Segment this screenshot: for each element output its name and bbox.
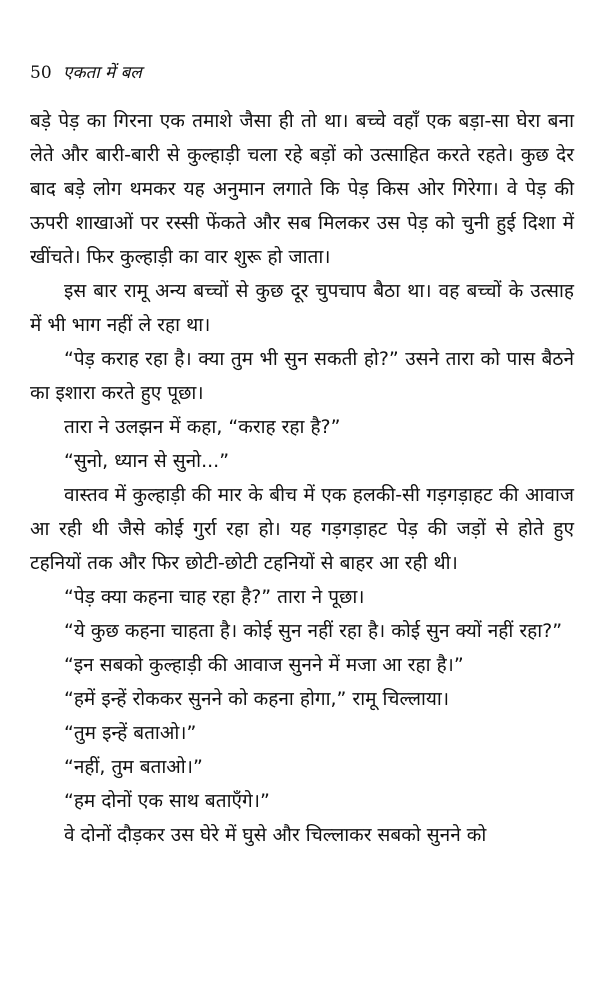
running-header bbox=[30, 62, 142, 84]
paragraph: इस बार रामू अन्य बच्चों से कुछ दूर चुपचाप बैठा था। वह बच्चों के उत्साह में भी भाग नहीं ले रहा था। bbox=[30, 280, 574, 336]
paragraph: बड़े पेड़ का गिरना एक तमाशे जैसा ही तो था। बच्चे वहाँ एक बड़ा-सा घेरा बना लेते और बारी-बारी से कुल्हाड़ी चला रहे बड़ों को उत्साहित करते रहते। कुछ देर बाद बड़े लोग थमकर यह अनुमान लगाते कि पेड़ किस ओर गिरेगा। वे पेड़ की ऊपरी शाखाओं पर रस्सी फेंकते और सब मिलकर उस पेड़ को चुनी हुई दिशा में खींचते। फिर कुल्हाड़ी का वार शुरू हो जाता। bbox=[30, 110, 574, 268]
body-text bbox=[30, 104, 574, 852]
paragraph: “पेड़ क्या कहना चाह रहा है?” तारा ने पूछा। bbox=[64, 586, 365, 608]
paragraph: “इन सबको कुल्हाड़ी की आवाज सुनने में मजा आ रहा है।” bbox=[64, 654, 464, 676]
paragraph: “नहीं, तुम बताओ।” bbox=[64, 756, 203, 778]
paragraph: “ये कुछ कहना चाहता है। कोई सुन नहीं रहा है। कोई सुन क्यों नहीं रहा?” bbox=[64, 620, 563, 642]
paragraph: वास्तव में कुल्हाड़ी की मार के बीच में एक हलकी-सी गड़गड़ाहट की आवाज आ रही थी जैसे कोई गुर्रा रहा हो। यह गड़गड़ाहट पेड़ की जड़ों से होते हुए टहनियों तक और फिर छोटी-छोटी टहनियों से बाहर आ रही थी। bbox=[30, 484, 574, 574]
page-number: 50 bbox=[30, 63, 52, 83]
paragraph: “हम दोनों एक साथ बताएँगे।” bbox=[64, 790, 270, 812]
running-title: एकता में बल bbox=[63, 63, 142, 83]
paragraph: वे दोनों दौड़कर उस घेरे में घुसे और चिल्लाकर सबको सुनने को bbox=[64, 824, 487, 846]
paragraph: “पेड़ कराह रहा है। क्या तुम भी सुन सकती हो?” उसने तारा को पास बैठने का इशारा करते हुए पूछा। bbox=[30, 348, 574, 404]
paragraph: “हमें इन्हें रोककर सुनने को कहना होगा,” रामू चिल्लाया। bbox=[64, 688, 450, 710]
paragraph: “सुनो, ध्यान से सुनो...” bbox=[64, 450, 230, 472]
paragraph: तारा ने उलझन में कहा, “कराह रहा है?” bbox=[64, 416, 341, 438]
paragraph: “तुम इन्हें बताओ।” bbox=[64, 722, 197, 744]
